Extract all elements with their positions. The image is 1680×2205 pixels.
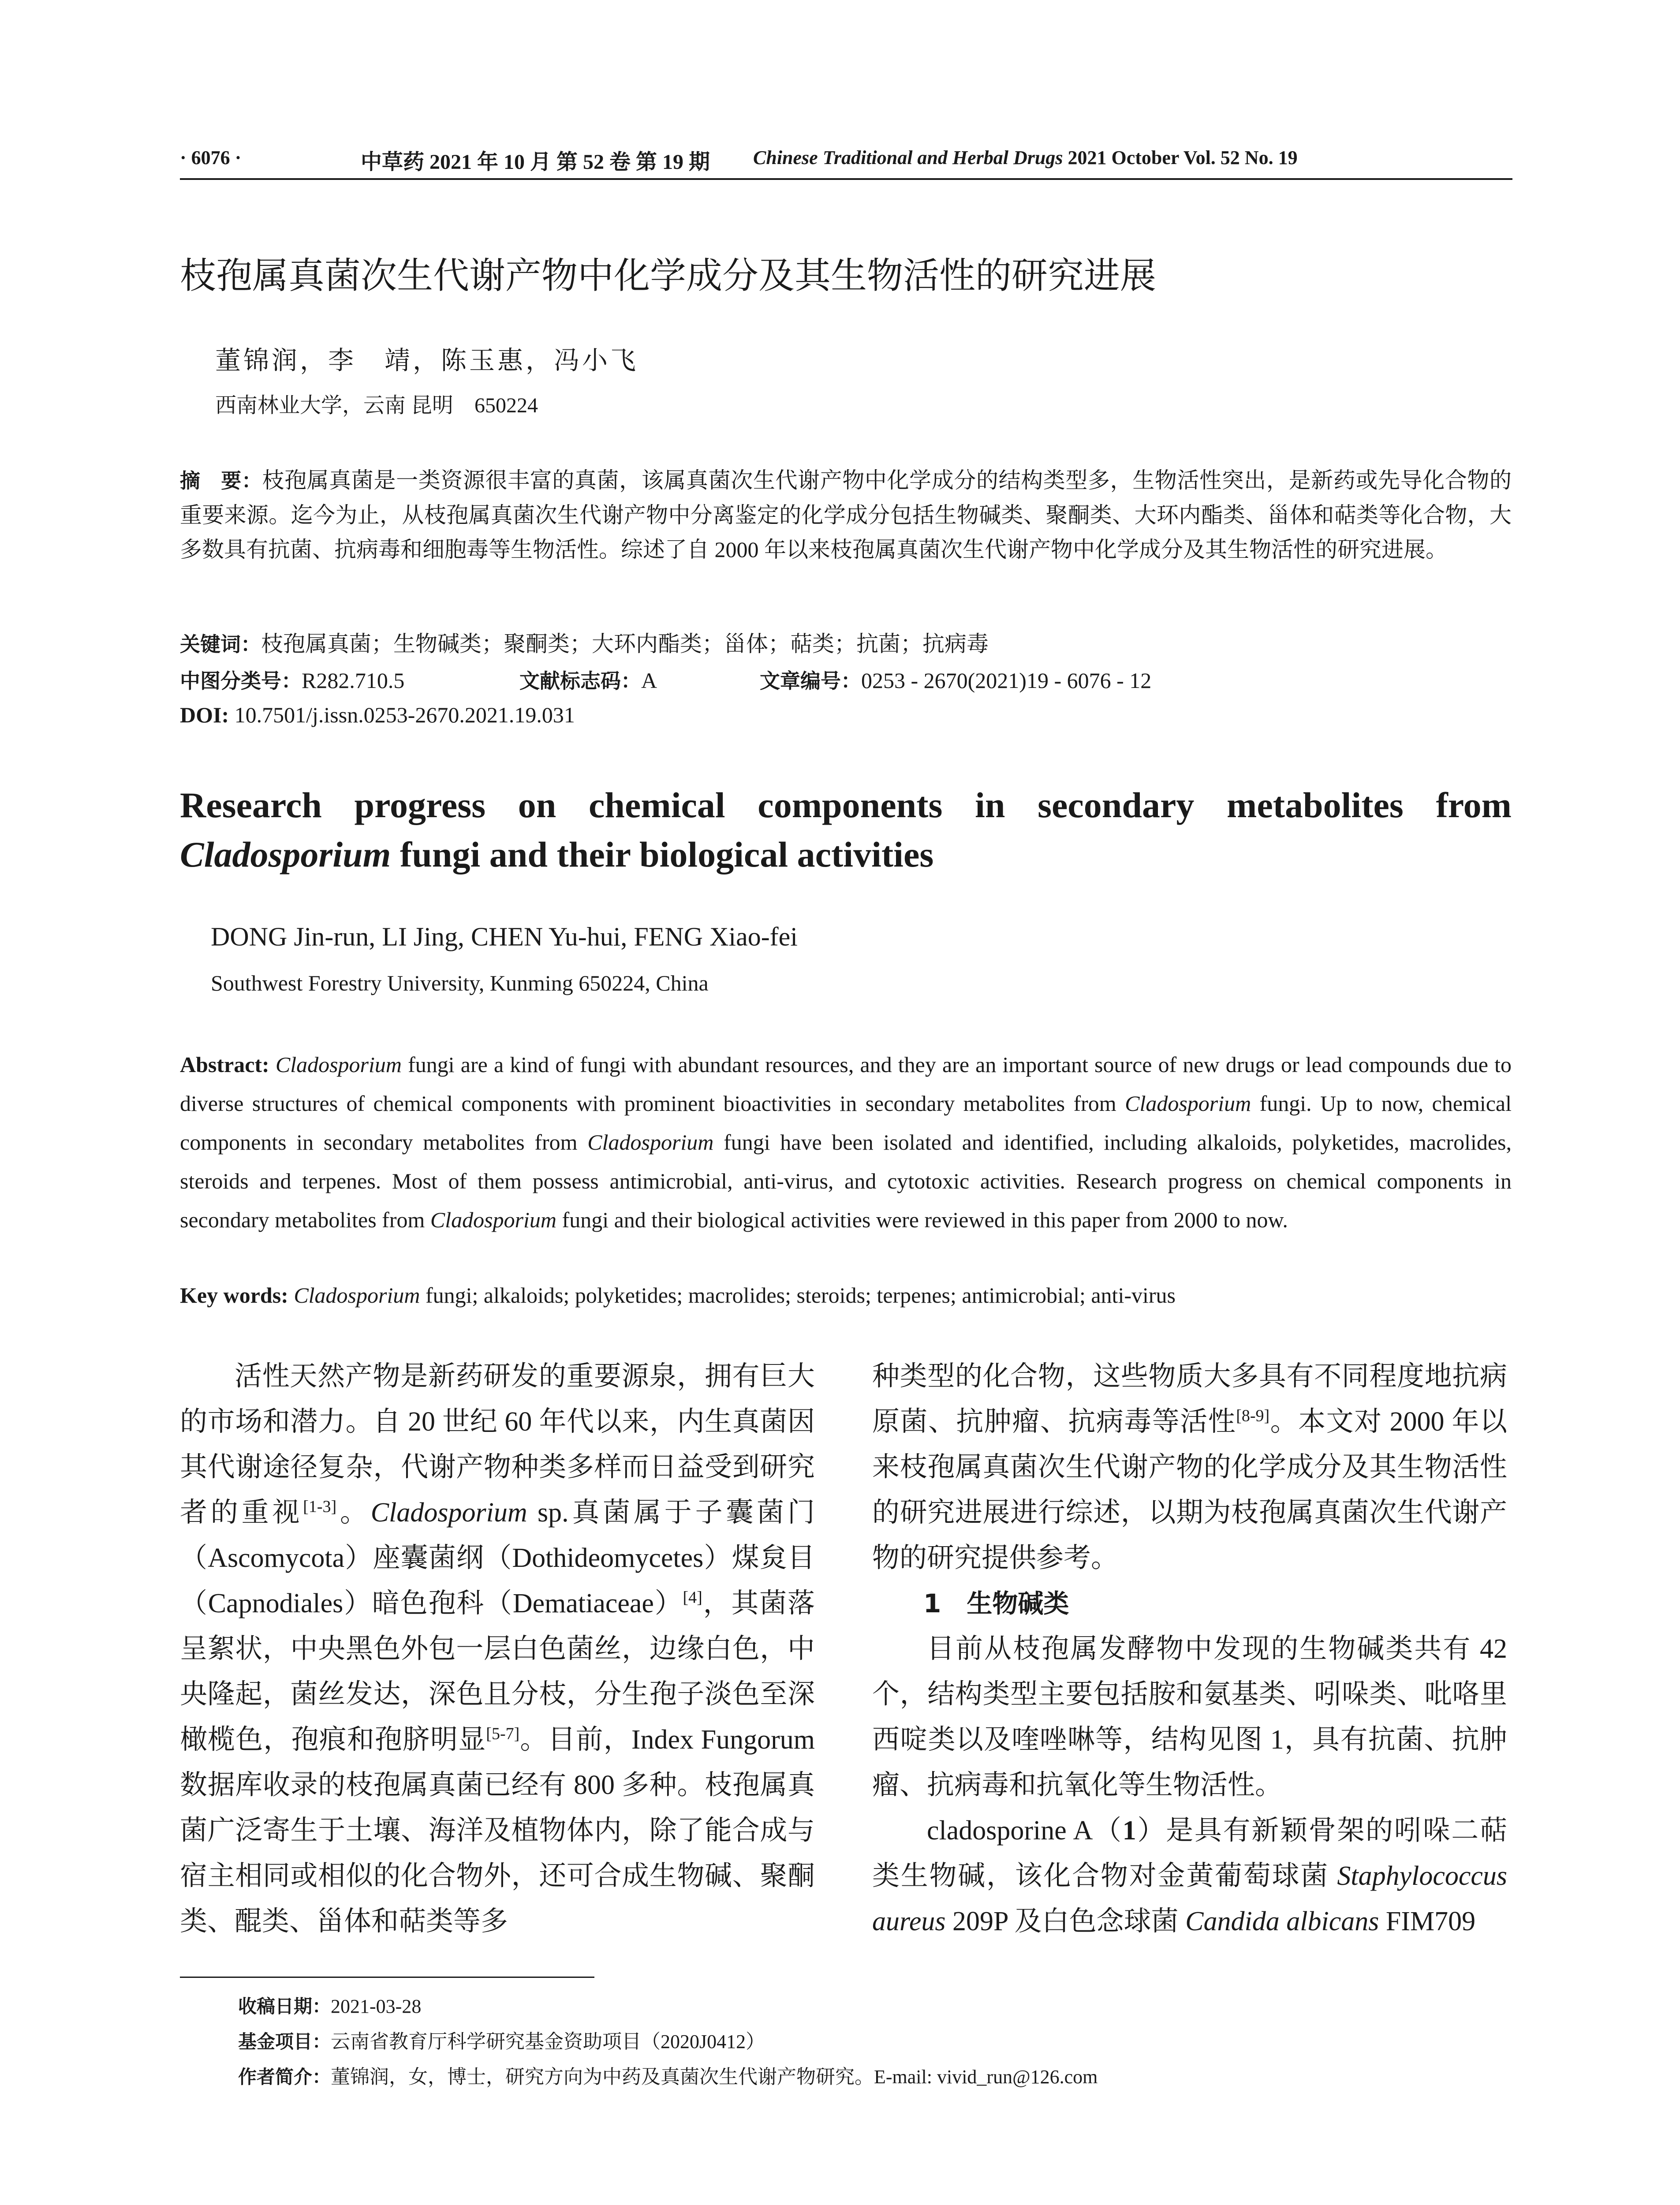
keywords-en bbox=[180, 1282, 1176, 1308]
section-heading: 1 生物碱类 bbox=[923, 1588, 1069, 1618]
body-text: 活性天然产物是新药研发的重要源泉，拥有巨大的市场和潜力。自 20 世纪 60 年代以来，内生真菌因其代谢途径复杂，代谢产物种类多样而日益受到研究者的重视 bbox=[180, 1361, 815, 1528]
title-en-part1: Research progress on chemical components in secondary metabolites from bbox=[180, 785, 1512, 825]
authors-cn: 董锦润，李 靖，陈玉惠，冯小飞 bbox=[215, 346, 639, 375]
doi-value: 10.7501/j.issn.0253-2670.2021.19.031 bbox=[229, 703, 575, 727]
classification-row bbox=[180, 665, 1512, 696]
footnote-author bbox=[238, 2059, 1098, 2095]
header-rule bbox=[180, 178, 1512, 180]
body-text: cladosporine A（ bbox=[927, 1816, 1123, 1846]
title-cn: 枝孢属真菌次生代谢产物中化学成分及其生物活性的研究进展 bbox=[180, 255, 1157, 297]
journal-title-cn: 中草药 2021 年 10 月 第 52 卷 第 19 期 bbox=[361, 150, 710, 174]
abstract-en bbox=[180, 1045, 1512, 1239]
authors-en: DONG Jin-run, LI Jing, CHEN Yu-hui, FENG Xiao-fei bbox=[211, 922, 798, 951]
abstract-en-text: fungi are a kind of fungi with abundant resources, and they are an important source of new drugs or lead compounds due to diverse structures of chemical components with prominent bioactivities in secondary metabolites from bbox=[180, 1052, 1512, 1116]
abstract-en-text: fungi. Up to now, chemical components in secondary metabolites from bbox=[180, 1091, 1512, 1155]
affiliation-cn: 西南林业大学，云南 昆明 650224 bbox=[215, 394, 538, 417]
body-column-left bbox=[180, 1354, 815, 1944]
keywords-cn bbox=[180, 626, 989, 658]
keywords-en-label: Key words: bbox=[180, 1283, 288, 1308]
footnotes bbox=[238, 1989, 1098, 2095]
abstract-en-text: fungi have been isolated and identified, including alkaloids, polyketides, macrolides, steroids and terpenes. Most of them possess antimicrobial, anti-virus, and cytotoxic activities. Research progress on chemical components in secondary metabolites from bbox=[180, 1130, 1512, 1232]
abstract-en-label: Abstract: bbox=[180, 1052, 269, 1077]
journal-title-en bbox=[753, 146, 1298, 169]
title-en-part2: fungi and their biological activities bbox=[391, 834, 934, 875]
genus-name: Cladosporium bbox=[1125, 1091, 1251, 1116]
citation: [1-3] bbox=[303, 1497, 337, 1516]
citation: [4] bbox=[683, 1588, 702, 1607]
doi bbox=[180, 702, 575, 728]
body-text: FIM709 bbox=[1379, 1906, 1476, 1936]
clc-label: 中图分类号： bbox=[180, 669, 302, 693]
document-code bbox=[519, 665, 657, 694]
body-text: 。目前，Index Fungorum 数据库收录的枝孢属真菌已经有 800 多种。枝孢属真菌广泛寄生于土壤、海洋及植物体内，除了能合成与宿主相同或相似的化合物外，还可合成生物碱、聚酮类、醌类、甾体和萜类等多 bbox=[180, 1725, 815, 1936]
running-header bbox=[180, 142, 1503, 182]
fund-value: 云南省教育厅科学研究基金资助项目（2020J0412） bbox=[331, 2031, 765, 2052]
species-name: Staphylococcus aureus bbox=[872, 1861, 1507, 1936]
genus-name: Cladosporium bbox=[430, 1207, 557, 1232]
body-paragraph: 目前从枝孢属发酵物中发现的生物碱类共有 42 个，结构类型主要包括胺和氨基类、吲哚类、吡咯里西啶类以及喹唑啉等，结构见图 1，具有抗菌、抗肿瘤、抗病毒和抗氧化等生物活性。 bbox=[872, 1634, 1507, 1800]
doc-value: A bbox=[641, 668, 657, 693]
doc-label: 文献标志码： bbox=[519, 669, 641, 693]
body-text: 209P 及白色念球菌 bbox=[945, 1906, 1186, 1936]
keywords-cn-label: 关键词： bbox=[180, 632, 261, 656]
received-label: 收稿日期： bbox=[238, 1996, 331, 2017]
clc-number bbox=[180, 665, 404, 694]
fund-label: 基金项目： bbox=[238, 2031, 331, 2052]
doi-label: DOI: bbox=[180, 703, 229, 727]
affiliation-en: Southwest Forestry University, Kunming 650224, China bbox=[211, 971, 709, 995]
article-label: 文章编号： bbox=[760, 669, 861, 693]
keywords-en-text: fungi; alkaloids; polyketides; macrolides; steroids; terpenes; antimicrobial; anti-virus bbox=[420, 1283, 1176, 1308]
abstract-cn bbox=[180, 463, 1512, 567]
keywords-cn-text: 枝孢属真菌；生物碱类；聚酮类；大环内酯类；甾体；萜类；抗菌；抗病毒 bbox=[261, 632, 989, 656]
author-bio-label: 作者简介： bbox=[238, 2066, 331, 2088]
body-text: sp.真菌属于子囊菌门（Ascomycota）座囊菌纲（Dothideomycetes）煤炱目（Capnodiales）暗色孢科（Dematiaceae） bbox=[180, 1498, 815, 1618]
body-paragraph bbox=[180, 1354, 815, 1944]
journal-name-en: Chinese Traditional and Herbal Drugs bbox=[753, 147, 1063, 168]
title-en-genus: Cladosporium bbox=[180, 834, 391, 875]
body-text: 种类型的化合物，这些物质大多具有不同程度地抗病原菌、抗肿瘤、抗病毒等活性 bbox=[872, 1361, 1507, 1437]
compound-number: 1 bbox=[1122, 1816, 1136, 1846]
body-text: 。本文对 2000 年以来枝孢属真菌次生代谢产物的化学成分及其生物活性的研究进展进行综述，以期为枝孢属真菌次生代谢产物的研究提供参考。 bbox=[872, 1407, 1507, 1573]
genus-name: Cladosporium bbox=[370, 1498, 527, 1528]
received-value: 2021-03-28 bbox=[331, 1996, 422, 2017]
genus-name: Cladosporium bbox=[294, 1283, 420, 1308]
clc-value: R282.710.5 bbox=[302, 668, 405, 693]
page-number: · 6076 · bbox=[180, 147, 242, 168]
citation: [5-7] bbox=[486, 1724, 520, 1743]
abstract-cn-label: 摘 要： bbox=[180, 469, 262, 493]
footnote-rule bbox=[180, 1977, 594, 1978]
footnote-fund bbox=[238, 2024, 1098, 2059]
species-name: Candida albicans bbox=[1185, 1906, 1379, 1936]
body-paragraph bbox=[872, 1354, 1507, 1581]
citation: [8-9] bbox=[1236, 1406, 1270, 1425]
body-text: 。 bbox=[336, 1498, 371, 1528]
genus-name: Cladosporium bbox=[587, 1130, 714, 1155]
genus-name: Cladosporium bbox=[275, 1052, 402, 1077]
abstract-en-text: fungi and their biological activities were reviewed in this paper from 2000 to now. bbox=[556, 1207, 1288, 1232]
author-bio-value: 董锦润，女，博士，研究方向为中药及真菌次生代谢产物研究。E-mail: vivid_run@126.com bbox=[331, 2066, 1098, 2088]
title-en bbox=[180, 781, 1512, 879]
journal-issue-en: 2021 October Vol. 52 No. 19 bbox=[1063, 147, 1298, 168]
body-text: ）是具有新颖骨架的吲哚二萜类生物碱，该化合物对金黄葡萄球菌 bbox=[872, 1816, 1507, 1891]
article-value: 0253 - 2670(2021)19 - 6076 - 12 bbox=[861, 668, 1152, 693]
body-paragraph bbox=[872, 1808, 1507, 1944]
body-column-right bbox=[872, 1354, 1507, 1944]
article-id bbox=[760, 665, 1151, 694]
footnote-received bbox=[238, 1989, 1098, 2024]
body-text: ，其菌落呈絮状，中央黑色外包一层白色菌丝，边缘白色，中央隆起，菌丝发达，深色且分枝，分生孢子淡色至深橄榄色，孢痕和孢脐明显 bbox=[180, 1588, 815, 1755]
abstract-cn-text: 枝孢属真菌是一类资源很丰富的真菌，该属真菌次生代谢产物中化学成分的结构类型多，生物活性突出，是新药或先导化合物的重要来源。迄今为止，从枝孢属真菌次生代谢产物中分离鉴定的化学成分包括生物碱类、聚酮类、大环内酯类、甾体和萜类等化合物，大多数具有抗菌、抗病毒和细胞毒等生物活性。综述了自 2000 年以来枝孢属真菌次生代谢产物中化学成分及其生物活性的研究进展。 bbox=[180, 468, 1512, 562]
